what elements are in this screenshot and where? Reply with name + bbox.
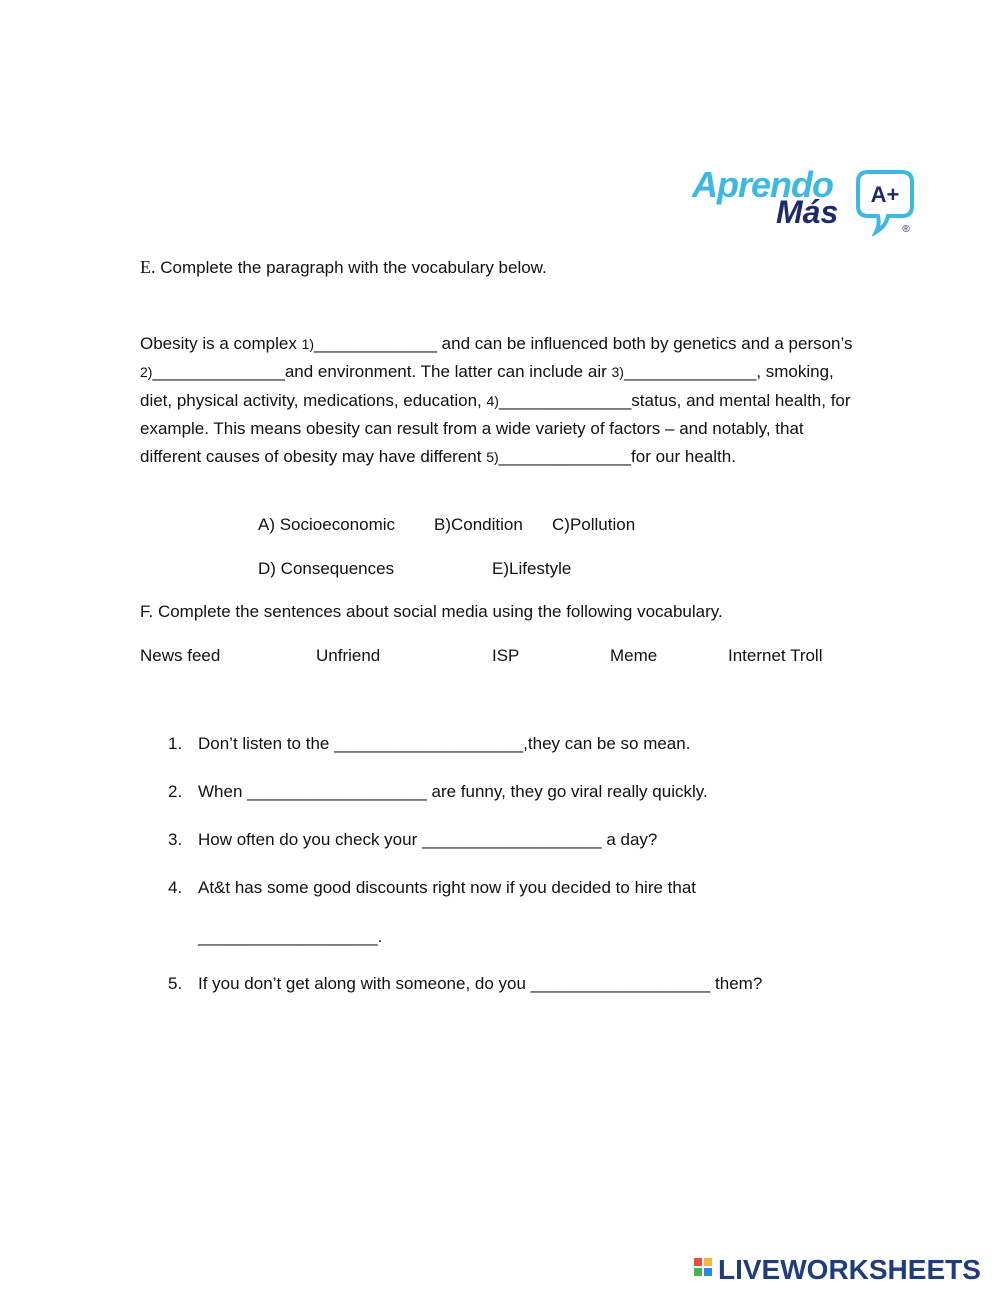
blank-number-2: 2) [140, 364, 153, 381]
blank-number-1: 1) [301, 336, 315, 352]
section-e-title [140, 257, 547, 278]
option-d: D) Consequences [258, 559, 395, 578]
paragraph-text: status, and mental health, for example. This means obesity can result from a wide variety of factors – and notably, that different causes of obesity may have different [140, 390, 851, 466]
blank-1[interactable]: _____________ [314, 334, 437, 353]
logo-badge-text: A+ [870, 182, 900, 207]
option-e: E)Lifestyle [492, 559, 572, 578]
question-number: 3. [168, 830, 183, 849]
blank-5[interactable]: ______________ [498, 446, 632, 466]
liveworksheets-brand: LIVEWORKSHEETS [718, 1254, 981, 1285]
question-text: Don’t listen to the ____________________,they can be so mean. [198, 734, 691, 753]
blank-number-3: 3) [611, 364, 624, 381]
question-number: 1. [168, 734, 183, 753]
answer-blank[interactable]: ___________________. [198, 927, 383, 946]
blank-3[interactable]: ______________ [623, 362, 757, 382]
question-text: If you don’t get along with someone, do you ___________________ them? [198, 974, 763, 993]
logo-word-mas: Más [776, 194, 839, 230]
option-b: B)Condition [434, 515, 523, 534]
logo-square-icon [694, 1258, 702, 1266]
logo-word-aprendo: Aprendo [692, 164, 833, 205]
section-e-instruction: Complete the paragraph with the vocabulary below. [160, 258, 547, 277]
paragraph-text: , smoking, diet, physical activity, medications, education, [140, 362, 834, 410]
vocab-word: Internet Troll [728, 646, 823, 665]
blank-2[interactable]: ______________ [152, 362, 285, 382]
vocab-word: Meme [610, 646, 658, 665]
question-number: 5. [168, 974, 183, 993]
section-e-letter: E. [140, 257, 156, 277]
question-number: 2. [168, 782, 183, 801]
question-text: When ___________________ are funny, they go viral really quickly. [198, 782, 708, 801]
paragraph-text: and can be influenced both by genetics and a person’s [436, 334, 853, 353]
speech-bubble-icon [854, 166, 916, 236]
question-text: At&t has some good discounts right now if you decided to hire that [198, 878, 697, 897]
logo-square-icon [694, 1268, 702, 1276]
question-text: How often do you check your ___________________ a day? [198, 830, 658, 849]
option-c: C)Pollution [552, 515, 636, 534]
obesity-paragraph [140, 330, 860, 471]
paragraph-text: and environment. The latter can include air [284, 362, 612, 382]
vocab-word: Unfriend [316, 646, 381, 665]
section-f-instruction: F. Complete the sentences about social media using the following vocabulary. [140, 602, 723, 621]
paragraph-text: Obesity is a complex [140, 334, 302, 353]
option-a: A) Socioeconomic [258, 515, 396, 534]
vocab-word: ISP [492, 646, 520, 665]
blank-number-4: 4) [486, 392, 499, 409]
registered-mark: ® [902, 224, 910, 235]
logo-square-icon [704, 1268, 712, 1276]
question-number: 4. [168, 878, 183, 897]
vocab-word: News feed [140, 646, 221, 665]
blank-4[interactable]: ______________ [498, 390, 632, 410]
blank-number-5: 5) [486, 448, 499, 465]
aprendo-mas-logo [690, 164, 920, 238]
logo-square-icon [704, 1258, 712, 1266]
paragraph-text: for our health. [631, 446, 736, 466]
